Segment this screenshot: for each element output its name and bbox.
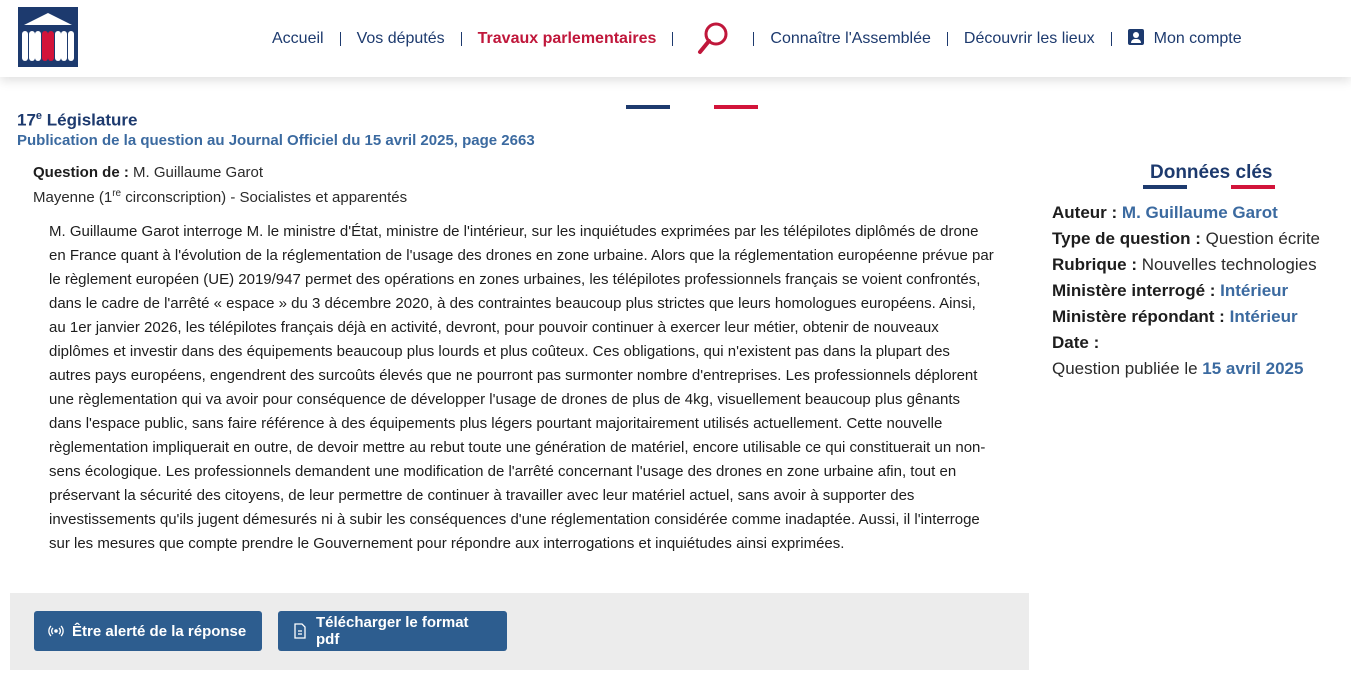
question-label: Question de : xyxy=(33,164,129,181)
download-pdf-label: Télécharger le format pdf xyxy=(316,614,469,648)
account-icon xyxy=(1128,29,1144,45)
nav-separator xyxy=(461,32,462,46)
question-body: M. Guillaume Garot interroge M. le ministre d'État, ministre de l'intérieur, sur les inquiétudes exprimées par les télépilotes diplômés de drone en France quant à l'évolution de la réglementation de l'usage des drones en zone urbaine. Alors que la réglementation européenne prévue par le règlement européen (UE) 2019/947 permet des opérations en zones urbaines, les télépilotes professionnels français se voient confrontés, dans le cadre de l'arrêté « espace » du 3 décembre 2020, à des contraintes beaucoup plus strictes que leurs homologues européens. Ainsi, au 1er janvier 2026, les télépilotes français déjà en activité, devront, pour pouvoir continuer à exercer leur métier, obtenir de nouveaux diplômes et investir dans des équipements beaucoup plus lourds et plus coûteux. Ces obligations, qui n'existent pas dans la plupart des autres pays européens, engendrent des surcoûts élevés que ne pourront pas surmonter nombre d'entreprises. Les professionnels déplorent une règlementation qui va avoir pour conséquence de développer l'usage de drones de plus de 4kg, visuellement beaucoup plus gênants dans l'espace public, sans faire référence à des équipements plus légers pourtant majoritairement utilisés actuellement. Cette nouvelle règlementation impliquerait en outre, de devoir mettre au rebut toute une génération de matériel, encore utilisable ce qui constituerait un non-sens écologique. Les professionnels demandent une modification de l'arrêté concernant l'usage des drones en zone urbaine afin, tout en préservant la sécurité des citoyens, de leur permettre de continuer à travailler avec leur matériel actuel, sans avoir à supporter des investissements qu'ils jugent démesurés ni à subir les conséquences d'une réglementation considérée comme inadaptée. Aussi, il l'interroge sur les mesures que compte prendre le Gouvernement pour répondre aux interrogations et inquiétudes ainsi exprimées. xyxy=(49,223,994,552)
question-author[interactable]: M. Guillaume Garot xyxy=(133,164,264,181)
kd-ministere-interroge-row: Ministère interrogé : Intérieur xyxy=(1052,281,1289,300)
legislature-title: 17e Législature xyxy=(17,110,138,130)
kd-type-row: Type de question : Question écrite xyxy=(1052,229,1320,248)
kd-author-row: Auteur : M. Guillaume Garot xyxy=(1052,203,1278,222)
alert-response-label: Être alerté de la réponse xyxy=(72,622,247,640)
main-nav xyxy=(262,0,1252,77)
kd-date-link[interactable]: 15 avril 2025 xyxy=(1202,359,1304,378)
nav-vos-deputes[interactable]: Vos députés xyxy=(356,29,445,47)
question-author-line xyxy=(33,164,263,181)
kd-ministere-repondant-row: Ministère répondant : Intérieur xyxy=(1052,307,1298,326)
nav-travaux-parlementaires[interactable]: Travaux parlementaires xyxy=(477,29,657,47)
nav-accueil[interactable]: Accueil xyxy=(272,29,324,47)
kd-date-row: Date : xyxy=(1052,333,1100,352)
roof-icon xyxy=(24,13,72,25)
kd-date-value-row: Question publiée le 15 avril 2025 xyxy=(1052,359,1304,378)
kd-rubrique-row: Rubrique : Nouvelles technologies xyxy=(1052,255,1317,274)
assemblee-logo[interactable] xyxy=(18,7,78,67)
nav-mon-compte[interactable] xyxy=(1118,29,1252,48)
nav-separator xyxy=(672,32,673,46)
tricolor-bar xyxy=(626,105,758,109)
publication-line: Publication de la question au Journal Officiel du 15 avril 2025, page 2663 xyxy=(17,132,535,149)
download-pdf-button[interactable] xyxy=(278,611,507,651)
key-data-list xyxy=(1052,200,1320,382)
nav-connaitre-assemblee[interactable]: Connaître l'Assemblée xyxy=(770,29,931,47)
actions-bar xyxy=(10,593,1029,670)
nav-separator xyxy=(753,32,754,46)
search-icon[interactable] xyxy=(693,19,733,59)
site-header xyxy=(0,0,1351,77)
kd-ministere-interroge-link[interactable]: Intérieur xyxy=(1220,281,1289,300)
logo-columns xyxy=(22,31,74,61)
key-data-title: Données clés xyxy=(1150,162,1273,183)
broadcast-icon xyxy=(48,623,64,639)
kd-author-link[interactable]: M. Guillaume Garot xyxy=(1121,203,1278,222)
circonscription-line: Mayenne (1re circonscription) - Socialistes et apparentés xyxy=(33,188,408,206)
pdf-file-icon xyxy=(292,623,308,639)
key-data-underline xyxy=(1143,185,1275,189)
nav-mon-compte-label: Mon compte xyxy=(1153,30,1242,47)
nav-decouvrir-lieux[interactable]: Découvrir les lieux xyxy=(963,29,1095,47)
nav-separator xyxy=(340,32,341,46)
kd-ministere-repondant-link[interactable]: Intérieur xyxy=(1229,307,1298,326)
alert-response-button[interactable] xyxy=(34,611,262,651)
nav-separator xyxy=(947,32,948,46)
nav-separator xyxy=(1111,32,1112,46)
